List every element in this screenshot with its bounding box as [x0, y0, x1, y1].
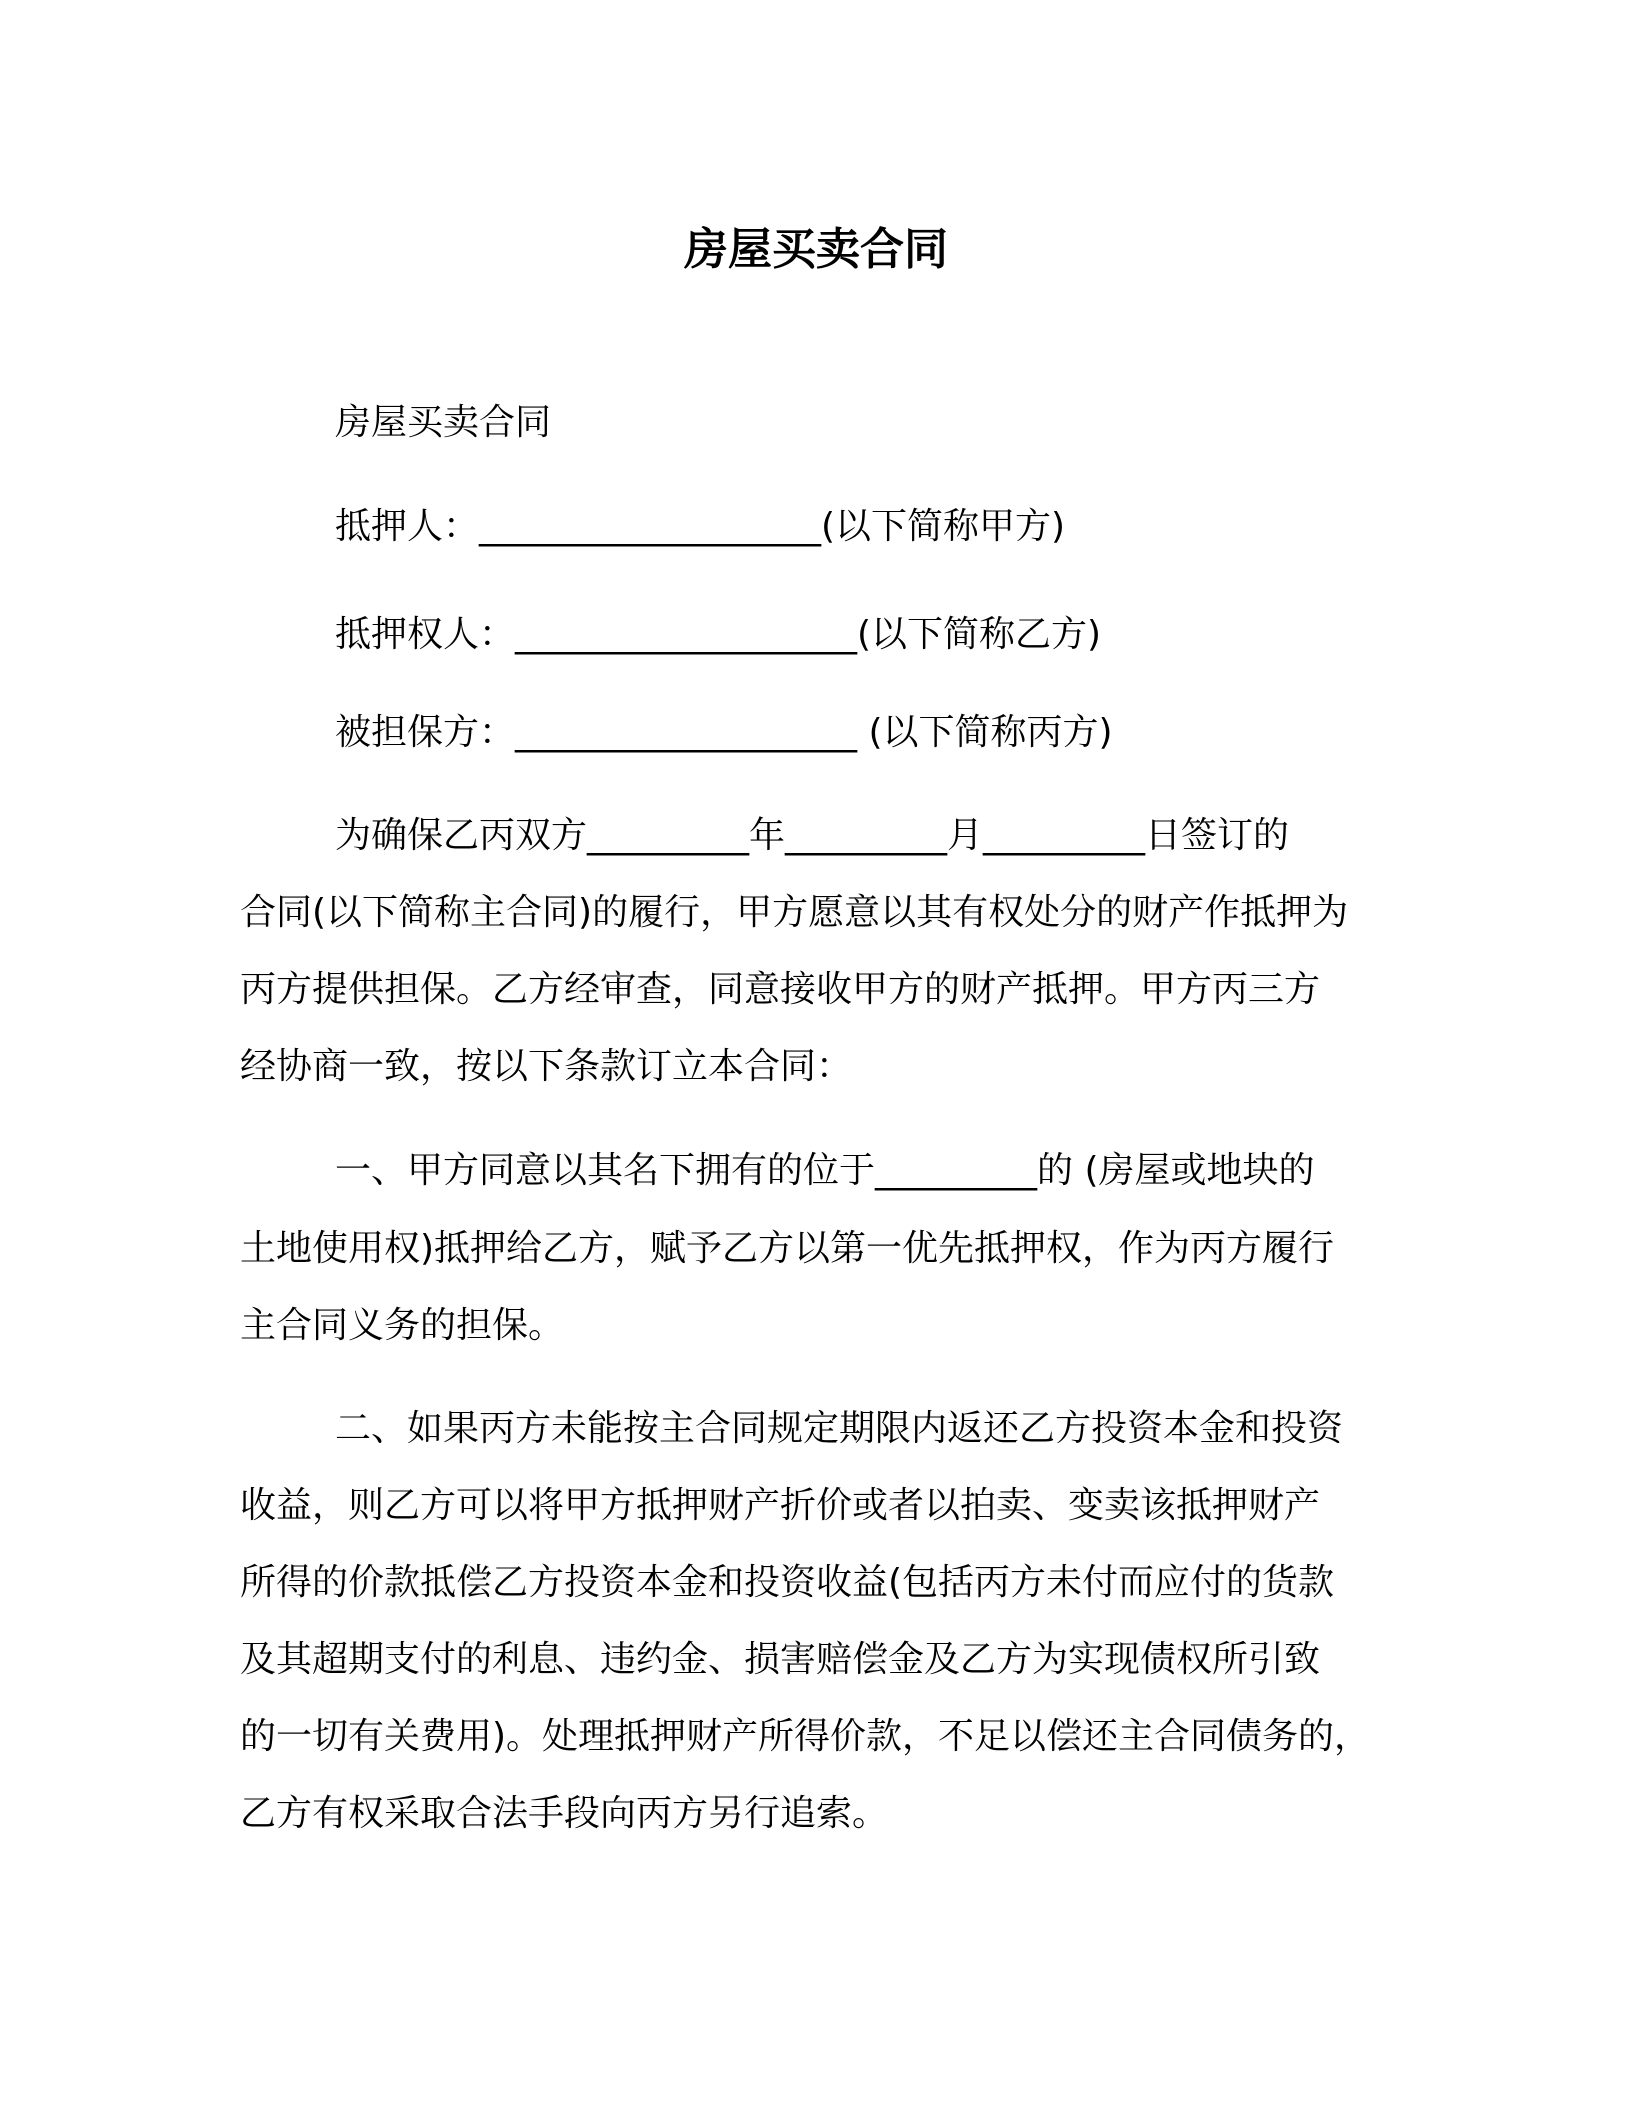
clause-2-line: 乙方有权采取合法手段向丙方另行追索。: [240, 1793, 889, 1834]
party-guaranteed: 被担保方：___________________ (以下简称丙方): [335, 712, 1113, 753]
document-title: 房屋买卖合同: [684, 224, 948, 275]
clause-1-line: 主合同义务的担保。: [240, 1305, 565, 1346]
document-subtitle: 房屋买卖合同: [335, 402, 552, 443]
clause-2-line: 二、如果丙方未能按主合同规定期限内返还乙方投资本金和投资: [335, 1408, 1344, 1449]
clause-2-line: 所得的价款抵偿乙方投资本金和投资收益(包括丙方未付而应付的货款: [240, 1562, 1335, 1603]
clause-2-line: 及其超期支付的利息、违约金、损害赔偿金及乙方为实现债权所引致: [240, 1639, 1321, 1680]
party-mortgagor: 抵押人：___________________(以下简称甲方): [335, 506, 1066, 547]
clause-2-line: 的一切有关费用)。处理抵押财产所得价款，不足以偿还主合同债务的，: [240, 1716, 1371, 1757]
intro-line: 为确保乙丙双方_________年_________月_________日签订的: [335, 815, 1290, 856]
clause-2-line: 收益，则乙方可以将甲方抵押财产折价或者以拍卖、变卖该抵押财产: [240, 1485, 1321, 1526]
intro-line: 合同(以下简称主合同)的履行，甲方愿意以其有权处分的财产作抵押为: [240, 892, 1349, 933]
clause-1-line: 一、甲方同意以其名下拥有的位于_________的 (房屋或地块的: [335, 1150, 1315, 1191]
intro-line: 丙方提供担保。乙方经审查，同意接收甲方的财产抵押。甲方丙三方: [240, 969, 1321, 1010]
party-mortgagee: 抵押权人：___________________(以下简称乙方): [335, 614, 1102, 655]
intro-line: 经协商一致，按以下条款订立本合同：: [240, 1046, 853, 1087]
clause-1-line: 土地使用权)抵押给乙方，赋予乙方以第一优先抵押权，作为丙方履行: [240, 1228, 1335, 1269]
